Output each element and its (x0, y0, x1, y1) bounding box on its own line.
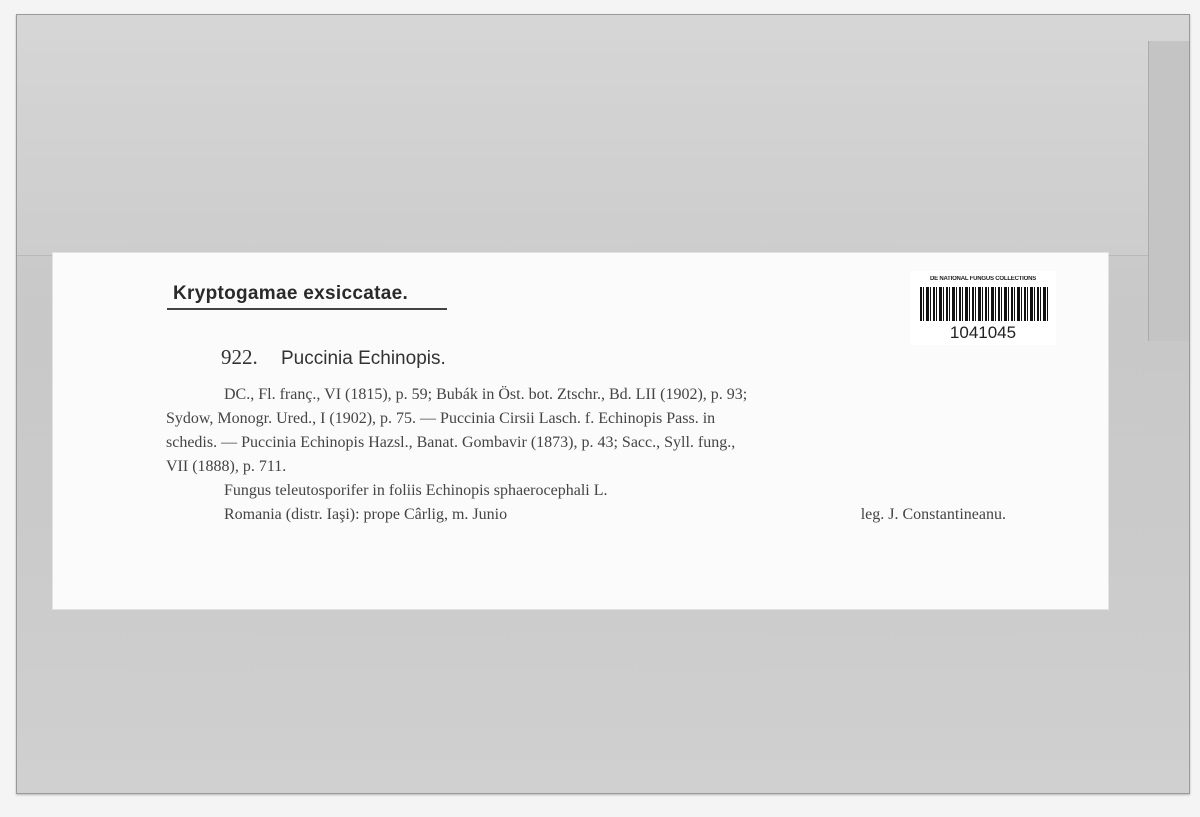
host-note: Fungus teleutosporifer in foliis Echinopis sphaerocephali L. (224, 482, 608, 499)
barcode-number: 1041045 (949, 323, 1017, 342)
reference-line: Sydow, Monogr. Ured., I (1902), p. 75. — Puccinia Cirsii Lasch. f. Echinopis Pass. in (166, 410, 716, 427)
packet-top-fold (17, 15, 1189, 256)
series-title: Kryptogamae exsiccatae. (173, 283, 409, 304)
locality: Romania (distr. Iaşi): prope Cârlig, m. Junio (224, 506, 508, 523)
species-heading (221, 345, 446, 370)
barcode-caption: DE NATIONAL FUNGUS COLLECTIONS (929, 276, 1037, 282)
label-body (166, 383, 1006, 527)
specimen-number: 922. (221, 345, 258, 369)
locality-line (166, 503, 1006, 527)
reference-line: DC., Fl. franç., VI (1815), p. 59; Bubák in Öst. bot. Ztschr., Bd. LII (1902), p. 93; (224, 386, 748, 403)
barcode-icon (920, 287, 1048, 321)
barcode-label (910, 271, 1056, 345)
reference-line: schedis. — Puccinia Echinopis Hazsl., Banat. Gombavir (1873), p. 43; Sacc., Syll. fung., (166, 434, 736, 451)
species-name: Puccinia Echinopis. (281, 348, 446, 369)
specimen-label (52, 252, 1109, 610)
packet-side-flap (1148, 41, 1189, 341)
collector: leg. J. Constantineanu. (860, 506, 1006, 523)
series-title-underline (167, 308, 447, 310)
reference-line: VII (1888), p. 711. (166, 458, 287, 475)
